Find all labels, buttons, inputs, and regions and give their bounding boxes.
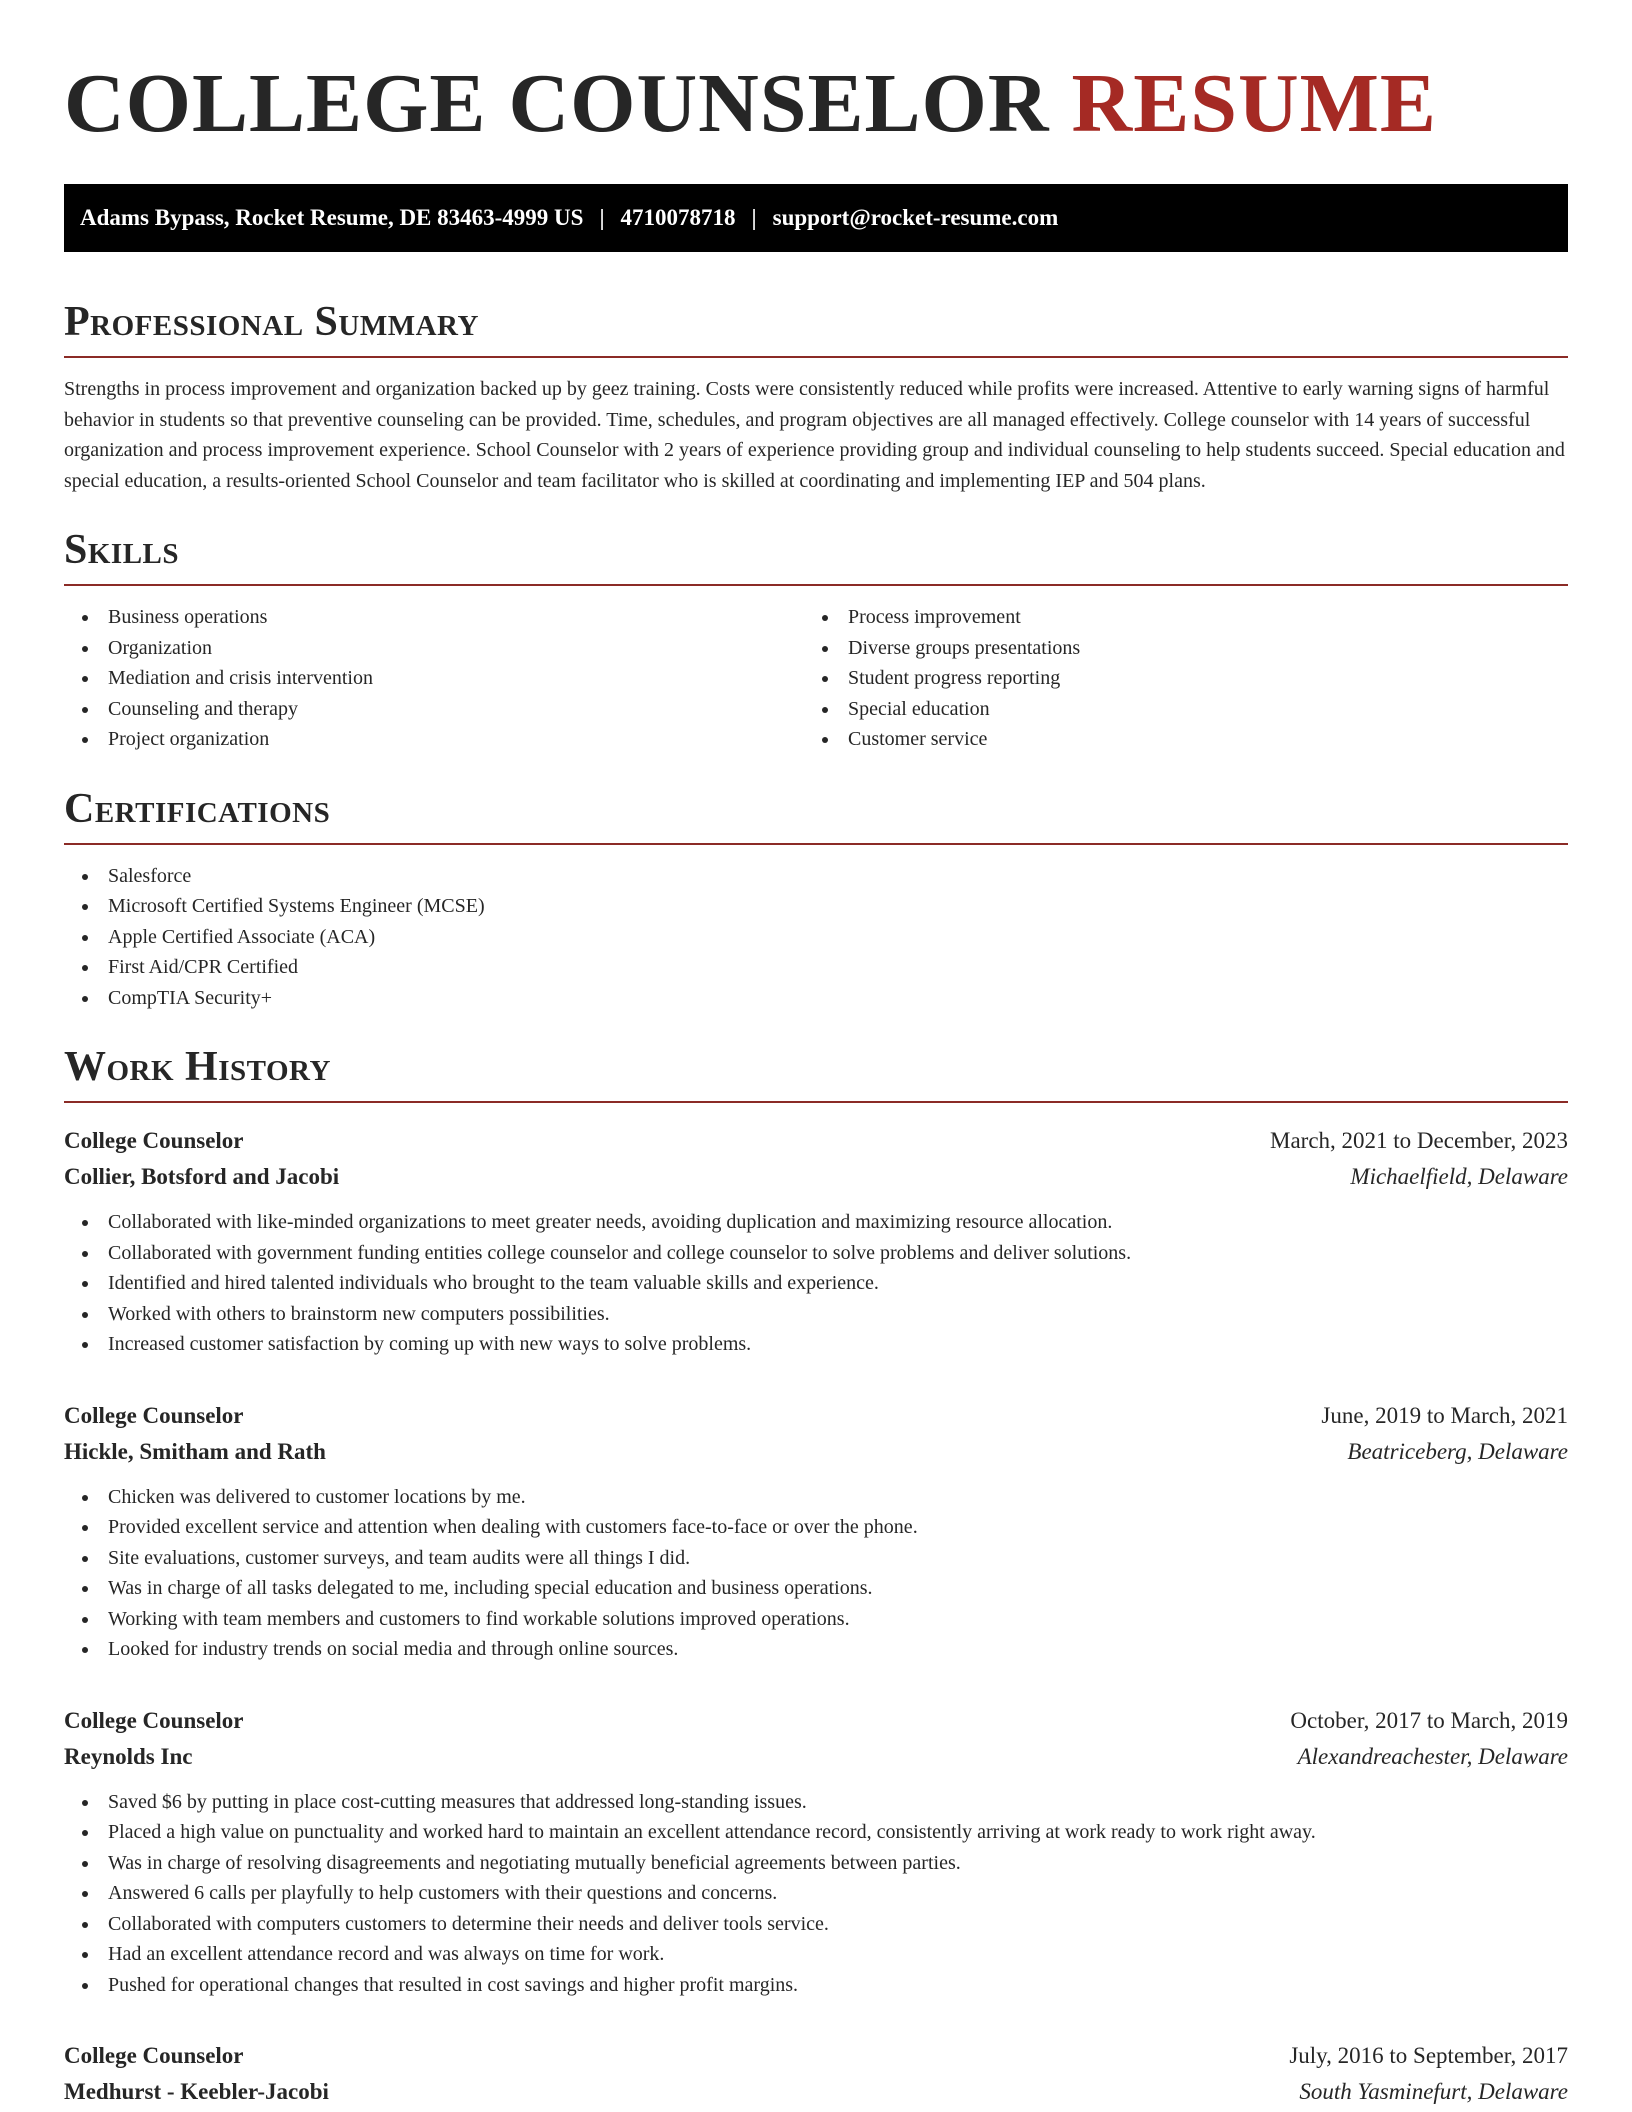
job-header-row (64, 1398, 1568, 1434)
skill-item: Customer service (804, 724, 1544, 755)
job-title: College Counselor (64, 2043, 244, 2068)
job-location: Beatriceberg, Delaware (1347, 1438, 1568, 1464)
job-company: Reynolds Inc (64, 1743, 193, 1769)
job-duty-item: Collaborated with computers customers to determine their needs and deliver tools service. (64, 1909, 1568, 1940)
skill-item: Organization (64, 633, 804, 664)
job-duties-list (64, 1482, 1568, 1665)
job-duty-item: Was in charge of resolving disagreements and negotiating mutually beneficial agreements between parties. (64, 1848, 1568, 1879)
job-header-row (64, 2038, 1568, 2074)
job-header-row (64, 1703, 1568, 1739)
job-company-row (64, 1739, 1568, 1775)
contact-separator: | (599, 205, 605, 230)
job-entry (64, 1398, 1568, 1665)
job-entry (64, 1703, 1568, 2001)
skill-item: Diverse groups presentations (804, 633, 1544, 664)
contact-bar (64, 184, 1568, 252)
certifications-list (64, 861, 1568, 1014)
certification-item: First Aid/CPR Certified (64, 952, 1568, 983)
skill-item: Project organization (64, 724, 804, 755)
work-history-section (64, 1043, 1568, 2110)
job-duty-item: Increased customer satisfaction by coming up with new ways to solve problems. (64, 1329, 1568, 1360)
job-dates: June, 2019 to March, 2021 (1321, 1402, 1568, 1428)
title-accent: RESUME (1071, 57, 1437, 150)
job-company: Medhurst - Keebler-Jacobi (64, 2079, 329, 2104)
job-duty-item: Pushed for operational changes that resulted in cost savings and higher profit margins. (64, 1970, 1568, 2001)
certification-item: Apple Certified Associate (ACA) (64, 922, 1568, 953)
job-dates: October, 2017 to March, 2019 (1290, 1707, 1568, 1733)
job-duty-item: Collaborated with like-minded organizations to meet greater needs, avoiding duplication and maximizing resource allocation. (64, 1207, 1568, 1238)
certifications-section (64, 785, 1568, 1014)
job-duty-item: Was in charge of all tasks delegated to me, including special education and business operations. (64, 1573, 1568, 1604)
skills-grid (64, 602, 1568, 755)
contact-email: support@rocket-resume.com (772, 205, 1059, 230)
skill-item: Counseling and therapy (64, 694, 804, 725)
job-title: College Counselor (64, 1128, 244, 1153)
section-heading-work-history: Work History (64, 1043, 1568, 1103)
certification-item: Microsoft Certified Systems Engineer (MCSE) (64, 891, 1568, 922)
job-duty-item: Placed a high value on punctuality and worked hard to maintain an excellent attendance record, consistently arriving at work ready to work right away. (64, 1817, 1568, 1848)
section-heading-skills: Skills (64, 526, 1568, 586)
job-duty-item: Had an excellent attendance record and was always on time for work. (64, 1939, 1568, 1970)
job-location: South Yasminefurt, Delaware (1299, 2079, 1568, 2104)
job-duty-item: Provided excellent service and attention when dealing with customers face-to-face or over the phone. (64, 1512, 1568, 1543)
job-title: College Counselor (64, 1402, 244, 1428)
job-location: Alexandreachester, Delaware (1297, 1743, 1568, 1769)
job-duty-item: Working with team members and customers to find workable solutions improved operations. (64, 1604, 1568, 1635)
contact-address: Adams Bypass, Rocket Resume, DE 83463-4999 US (80, 205, 584, 230)
job-duties-list (64, 1207, 1568, 1360)
job-header-row (64, 1123, 1568, 1159)
job-company-row (64, 1159, 1568, 1195)
job-dates: July, 2016 to September, 2017 (1289, 2043, 1568, 2068)
job-title: College Counselor (64, 1707, 244, 1733)
job-duty-item: Chicken was delivered to customer locations by me. (64, 1482, 1568, 1513)
job-duties-list (64, 1787, 1568, 2001)
job-duty-item: Identified and hired talented individuals who brought to the team valuable skills and experience. (64, 1268, 1568, 1299)
skills-list-right (804, 602, 1544, 755)
job-dates: March, 2021 to December, 2023 (1270, 1128, 1568, 1153)
section-heading-summary: Professional Summary (64, 298, 1568, 358)
professional-summary-section (64, 298, 1568, 496)
job-entry (64, 2038, 1568, 2110)
skills-section (64, 526, 1568, 755)
skill-item: Special education (804, 694, 1544, 725)
certification-item: CompTIA Security+ (64, 983, 1568, 1014)
resume-title (64, 58, 1568, 150)
summary-text: Strengths in process improvement and organization backed up by geez training. Costs were consistently reduced while profits were increased. Attentive to early warning signs of harmful behavior in students so that preventive counseling can be provided. Time, schedules, and program objectives are all managed effectively. College counselor with 14 years of successful organization and process improvement experience. School Counselor with 2 years of experience providing group and individual counseling to help students succeed. Special education and special education, a results-oriented School Counselor and team facilitator who is skilled at coordinating and implementing IEP and 504 plans. (64, 378, 1565, 492)
job-company: Hickle, Smitham and Rath (64, 1438, 326, 1464)
certification-item: Salesforce (64, 861, 1568, 892)
skills-list-left (64, 602, 804, 755)
skill-item: Student progress reporting (804, 663, 1544, 694)
contact-phone: 4710078718 (620, 205, 736, 230)
job-duty-item: Worked with others to brainstorm new computers possibilities. (64, 1299, 1568, 1330)
section-heading-certifications: Certifications (64, 785, 1568, 845)
resume-page (64, 0, 1568, 2110)
title-main: COLLEGE COUNSELOR (64, 57, 1050, 150)
contact-separator: | (751, 205, 757, 230)
job-entry (64, 1123, 1568, 1360)
job-duty-item: Collaborated with government funding entities college counselor and college counselor to solve problems and deliver solutions. (64, 1238, 1568, 1269)
job-duty-item: Saved $6 by putting in place cost-cutting measures that addressed long-standing issues. (64, 1787, 1568, 1818)
job-duty-item: Looked for industry trends on social media and through online sources. (64, 1634, 1568, 1665)
job-duty-item: Site evaluations, customer surveys, and team audits were all things I did. (64, 1543, 1568, 1574)
job-duty-item: Answered 6 calls per playfully to help customers with their questions and concerns. (64, 1878, 1568, 1909)
skill-item: Mediation and crisis intervention (64, 663, 804, 694)
job-company: Collier, Botsford and Jacobi (64, 1164, 340, 1189)
skill-item: Process improvement (804, 602, 1544, 633)
job-company-row (64, 2074, 1568, 2110)
skill-item: Business operations (64, 602, 804, 633)
job-location: Michaelfield, Delaware (1350, 1164, 1568, 1189)
job-company-row (64, 1434, 1568, 1470)
